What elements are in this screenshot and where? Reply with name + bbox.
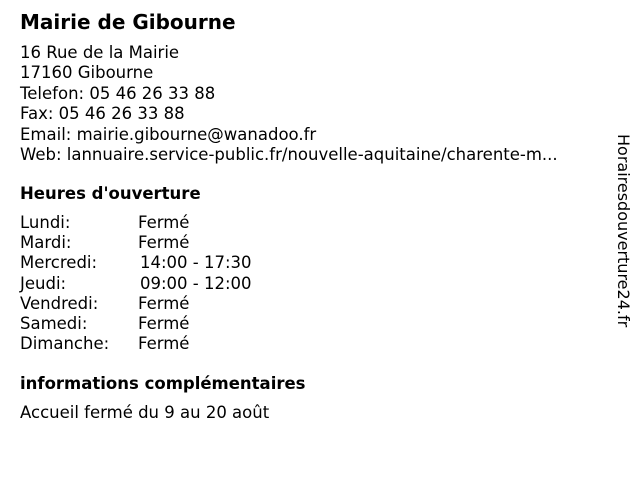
additional-info-heading: informations complémentaires [20,374,306,393]
fax-number: Fax: 05 46 26 33 88 [20,104,185,124]
day-hours: 14:00 - 17:30 [140,253,252,273]
hours-row-mardi [20,233,252,253]
email-address[interactable]: Email: mairie.gibourne@wanadoo.fr [20,124,317,144]
hours-row-mercredi [20,253,252,273]
day-label: Vendredi: [20,293,99,313]
hours-row-jeudi [20,274,252,294]
page-title: Mairie de Gibourne [20,10,236,34]
hours-row-dimanche [20,334,252,354]
hours-row-lundi [20,213,252,233]
site-watermark: Horairesdouverture24.fr [614,134,633,328]
hours-row-vendredi [20,294,252,314]
address-city: 17160 Gibourne [20,63,154,83]
day-hours: Fermé [138,233,190,253]
contact-info [20,43,558,165]
opening-hours-list [20,213,252,354]
day-label: Lundi: [20,213,71,232]
day-label: Samedi: [20,314,88,334]
day-label: Mercredi: [20,253,98,273]
day-hours: Fermé [138,213,190,232]
day-hours: 09:00 - 12:00 [140,273,252,293]
day-label: Dimanche: [20,334,110,354]
phone-number[interactable]: Telefon: 05 46 26 33 88 [20,83,216,103]
website-link[interactable]: Web: lannuaire.service-public.fr/nouvelle-aquitaine/charente-m... [20,145,558,165]
additional-info-text: Accueil fermé du 9 au 20 août [20,403,270,422]
opening-hours-heading: Heures d'ouverture [20,184,201,203]
day-hours: Fermé [138,314,190,334]
day-hours: Fermé [138,334,190,354]
hours-row-samedi [20,314,252,334]
day-label: Mardi: [20,233,72,253]
day-hours: Fermé [138,293,190,313]
day-label: Jeudi: [20,273,67,293]
address-street: 16 Rue de la Mairie [20,43,180,62]
